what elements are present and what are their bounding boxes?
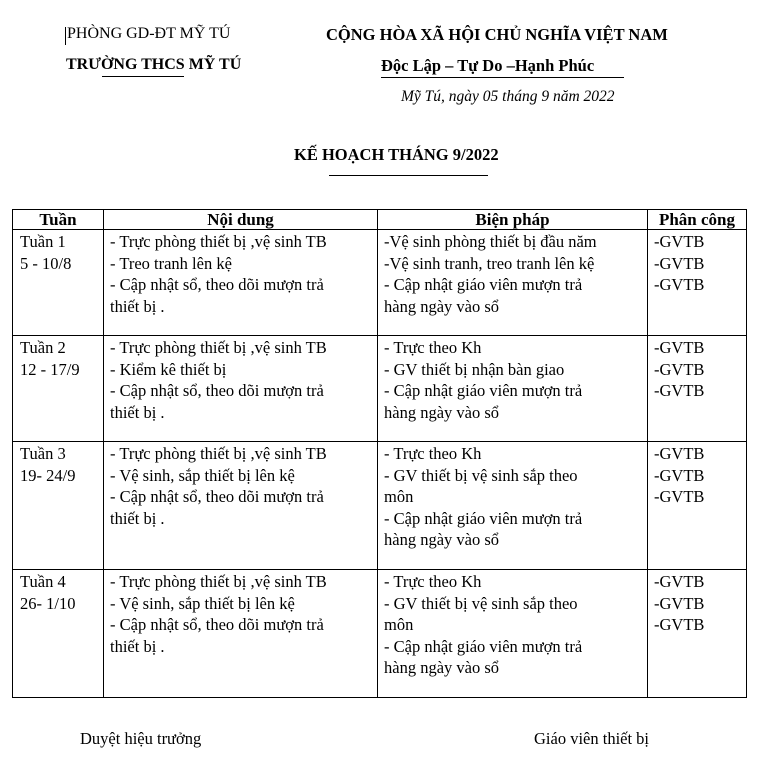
assign-line: -GVTB <box>654 232 705 251</box>
content-cell <box>104 336 378 442</box>
table-row <box>13 230 747 336</box>
measure-line: - GV thiết bị vệ sinh sắp theo <box>384 465 578 485</box>
measure-line: - GV thiết bị vệ sinh sắp theo <box>384 593 578 613</box>
measure-line: hàng ngày vào sổ <box>384 296 500 316</box>
week-dates: 19- 24/9 <box>20 465 76 485</box>
content-line: - Cập nhật sổ, theo dõi mượn trả <box>110 487 324 506</box>
content-line: - Trực phòng thiết bị ,vệ sinh TB <box>110 338 327 357</box>
table-header-row <box>13 210 747 230</box>
table-row <box>13 570 747 698</box>
assign-line: -GVTB <box>654 593 705 613</box>
assign-line: -GVTB <box>654 338 705 357</box>
table-row <box>13 442 747 570</box>
measure-line: hàng ngày vào sổ <box>384 530 500 549</box>
measure-line: - Cập nhật giáo viên mượn trả <box>384 636 583 656</box>
assign-cell <box>648 230 747 336</box>
content-line: - Kiểm kê thiết bị <box>110 359 227 379</box>
content-line: - Cập nhật sổ, theo dõi mượn trả <box>110 275 324 294</box>
assign-line: -GVTB <box>654 615 705 634</box>
assign-cell <box>648 336 747 442</box>
content-line: - Trực phòng thiết bị ,vệ sinh TB <box>110 444 327 463</box>
assign-cell <box>648 442 747 570</box>
measures-cell <box>378 230 648 336</box>
assign-line: -GVTB <box>654 359 705 379</box>
principal-approval: Duyệt hiệu trưởng <box>80 729 202 748</box>
content-cell <box>104 230 378 336</box>
assign-line: -GVTB <box>654 487 705 506</box>
assign-line: -GVTB <box>654 572 705 591</box>
table-row <box>13 336 747 442</box>
measure-line: -Vệ sinh phòng thiết bị đầu năm <box>384 232 597 251</box>
week-dates: 12 - 17/9 <box>20 359 80 379</box>
week-label: Tuần 2 <box>20 338 66 357</box>
measure-line: môn <box>384 487 414 506</box>
week-dates: 5 - 10/8 <box>20 253 72 273</box>
measure-line: - Cập nhật giáo viên mượn trả <box>384 275 583 294</box>
content-line: - Trực phòng thiết bị ,vệ sinh TB <box>110 232 327 251</box>
content-line: - Trực phòng thiết bị ,vệ sinh TB <box>110 572 327 591</box>
measure-line: - Trực theo Kh <box>384 572 482 591</box>
measures-cell <box>378 570 648 698</box>
week-cell <box>13 570 104 698</box>
week-dates: 26- 1/10 <box>20 593 76 613</box>
content-line: - Vệ sinh, sắp thiết bị lên kệ <box>110 593 295 613</box>
content-line: thiết bị . <box>110 296 165 316</box>
assign-cell <box>648 570 747 698</box>
header-content: Nội dung <box>104 210 378 230</box>
header-assign: Phân công <box>648 210 747 230</box>
content-cell <box>104 570 378 698</box>
school-name: TRƯỜNG THCS MỸ TÚ <box>66 56 242 73</box>
text-cursor <box>65 27 66 45</box>
measure-line: - Trực theo Kh <box>384 338 482 357</box>
measure-line: hàng ngày vào sổ <box>384 402 500 422</box>
assign-line: -GVTB <box>654 253 705 273</box>
content-line: - Cập nhật sổ, theo dõi mượn trả <box>110 615 324 634</box>
title-underline <box>329 175 488 176</box>
week-label: Tuần 4 <box>20 572 66 591</box>
assign-line: -GVTB <box>654 465 705 485</box>
content-line: thiết bị . <box>110 508 165 528</box>
measure-line: - GV thiết bị nhận bàn giao <box>384 359 565 379</box>
assign-line: -GVTB <box>654 275 705 294</box>
assign-line: -GVTB <box>654 381 705 400</box>
national-motto: Độc Lập – Tự Do –Hạnh Phúc <box>381 56 595 75</box>
assign-line: -GVTB <box>654 444 705 463</box>
motto-underline <box>381 77 624 78</box>
measure-line: hàng ngày vào sổ <box>384 658 500 677</box>
department-name: PHÒNG GD-ĐT MỸ TÚ <box>67 25 231 42</box>
week-label: Tuần 3 <box>20 444 66 463</box>
week-cell <box>13 442 104 570</box>
week-label: Tuần 1 <box>20 232 66 251</box>
measures-cell <box>378 442 648 570</box>
content-line: thiết bị . <box>110 636 165 656</box>
content-line: - Vệ sinh, sắp thiết bị lên kệ <box>110 465 295 485</box>
equipment-teacher: Giáo viên thiết bị <box>534 729 650 748</box>
plan-title: KẾ HOẠCH THÁNG 9/2022 <box>294 145 499 164</box>
measure-line: - Trực theo Kh <box>384 444 482 463</box>
document-date: Mỹ Tú, ngày 05 tháng 9 năm 2022 <box>401 88 615 105</box>
content-line: - Treo tranh lên kệ <box>110 253 232 273</box>
content-cell <box>104 442 378 570</box>
week-cell <box>13 230 104 336</box>
school-name-underline <box>102 76 184 77</box>
measure-line: - Cập nhật giáo viên mượn trả <box>384 508 583 528</box>
plan-table <box>12 209 747 698</box>
content-line: thiết bị . <box>110 402 165 422</box>
measures-cell <box>378 336 648 442</box>
measure-line: -Vệ sinh tranh, treo tranh lên kệ <box>384 253 595 273</box>
measure-line: môn <box>384 615 414 634</box>
national-title: CỘNG HÒA XÃ HỘI CHỦ NGHĨA VIỆT NAM <box>326 25 668 44</box>
header-week: Tuần <box>13 210 104 230</box>
content-line: - Cập nhật sổ, theo dõi mượn trả <box>110 381 324 400</box>
week-cell <box>13 336 104 442</box>
measure-line: - Cập nhật giáo viên mượn trả <box>384 381 583 400</box>
header-measures: Biện pháp <box>378 210 648 230</box>
